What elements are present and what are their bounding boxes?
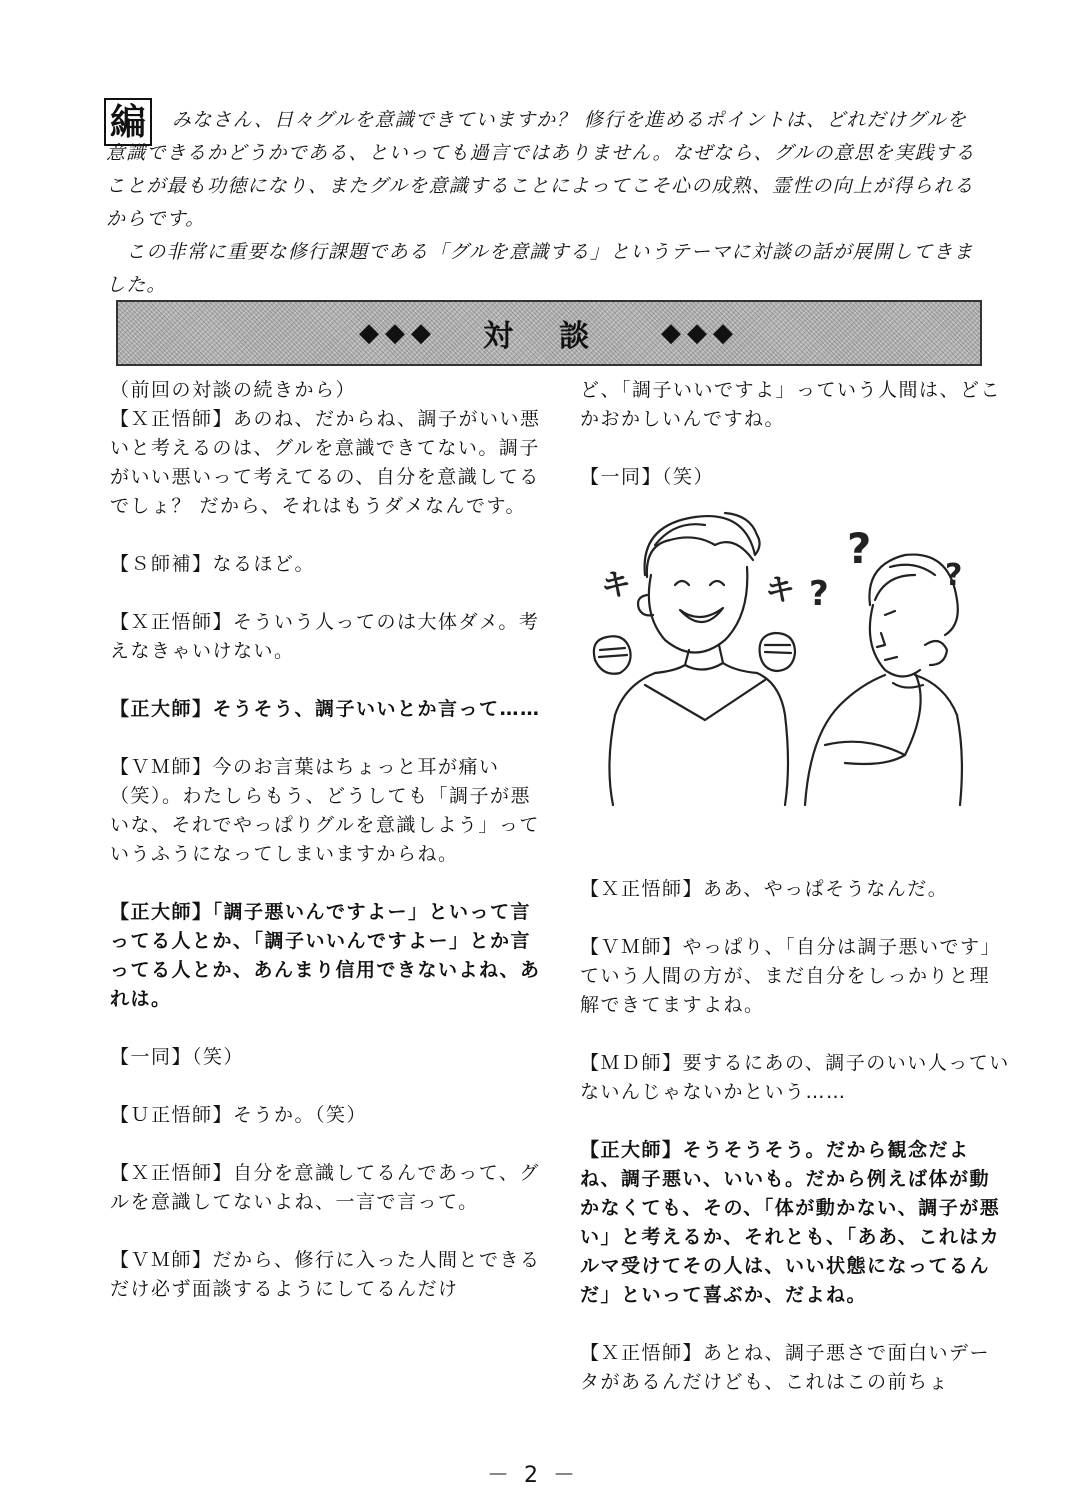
dialogue-line: 【ＶＭ師】だから、修行に入った人間とできるだけ必ず面談するようにしてるんだけ [110, 1249, 541, 1300]
editor-mark: 編 [104, 98, 152, 146]
question-mark-icon: ? [847, 524, 872, 573]
dialogue-line: ど、「調子いいですよ」っていう人間は、どこかおかしいんですね。 [580, 379, 1002, 430]
dialogue-line: 【ＶＭ師】今のお言葉はちょっと耳が痛い（笑）。わたしらもう、どうしても「調子が悪いな、それでやっぱりグルを意識しよう」っていうふうになってしまいますからね。 [110, 756, 540, 865]
tick-mark-icon: キ [601, 568, 631, 603]
dialogue-line: 【Ｘ正悟師】あとね、調子悪さで面白いデータがあるんだけども、これはこの前ちょ [580, 1342, 991, 1393]
question-mark-icon: ? [945, 558, 963, 593]
dialogue-line: 【Ｕ正悟師】そうか。（笑） [110, 1104, 368, 1126]
left-column [110, 376, 544, 1333]
intro-paragraph-1: みなさん、日々グルを意識できていますか？ 修行を進めるポイントは、どれだけグルを意識できるかどうかである、といっても過言ではありません。なぜなら、グルの意思を実践することが最も功徳になり、またグルを意識することによってこそ心の成熟、霊性の向上が得られるからです。 [106, 109, 976, 230]
cartoon-illustration [585, 505, 1005, 835]
question-mark-icon: ? [809, 574, 829, 614]
dialogue-line: 【一同】（笑） [580, 466, 715, 488]
dialogue-line: 【Ｘ正悟師】そういう人ってのは大体ダメ。考えなきゃいけない。 [110, 611, 540, 662]
intro-paragraph-2: この非常に重要な修行課題である「グルを意識する」というテーマに対談の話が展開してきました。 [106, 241, 974, 296]
dialogue-line: 【一同】（笑） [110, 1046, 245, 1068]
tick-mark-icon: キ [765, 573, 795, 608]
dialogue-line: 【Ｘ正悟師】ああ、やっぱそうなんだ。 [580, 878, 949, 900]
banner-title: 対談 [483, 319, 635, 354]
dialogue-line: （前回の対談の続きから） [110, 379, 357, 401]
dialogue-line: 【Ｘ正悟師】自分を意識してるんであって、グルを意識してないよね、一言で言って。 [110, 1162, 540, 1213]
happy-man-figure [594, 513, 795, 805]
dialogue-line: 【Ｘ正悟師】あのね、だからね、調子がいい悪いと考えるのは、グルを意識できてない。調子がいい悪いって考えてるの、自分を意識してるでしょ？ だから、それはもうダメなんです。 [110, 408, 541, 517]
dialogue-line: 【ＭＤ師】要するにあの、調子のいい人っていないんじゃないかという…… [580, 1052, 1010, 1103]
dialogue-line: 【正大師】そうそうそう。だから観念だよね、調子悪い、いいも。だから例えば体が動かなくても、その、「体が動かない、調子が悪い」と考えるか、それとも、「ああ、これはカルマ受けてその人は、いい状態になってるんだ」といって喜ぶか、だよね。 [580, 1139, 1001, 1306]
dialogue-line: 【正大師】「調子悪いんですよー」といって言ってる人とか、「調子いいんですよー」とか言ってる人とか、あんまり信用できないよね、あれは。 [110, 901, 541, 1010]
dialogue-banner [116, 300, 982, 366]
dialogue-line: 【正大師】そうそう、調子いいとか言って…… [110, 698, 541, 720]
page-number: － 2 － [487, 1463, 579, 1488]
dialogue-line: 【ＶＭ師】やっぱり、「自分は調子悪いです」ていう人間の方が、まだ自分をしっかりと理解できてますよね。 [580, 936, 1002, 1016]
dialogue-line: 【Ｓ師補】なるほど。 [110, 553, 316, 575]
diamond-ornament-right: ◆◆◆ [661, 318, 739, 348]
diamond-ornament-left: ◆◆◆ [359, 318, 437, 348]
emotion-marks [601, 524, 962, 614]
editor-introduction [106, 104, 986, 302]
